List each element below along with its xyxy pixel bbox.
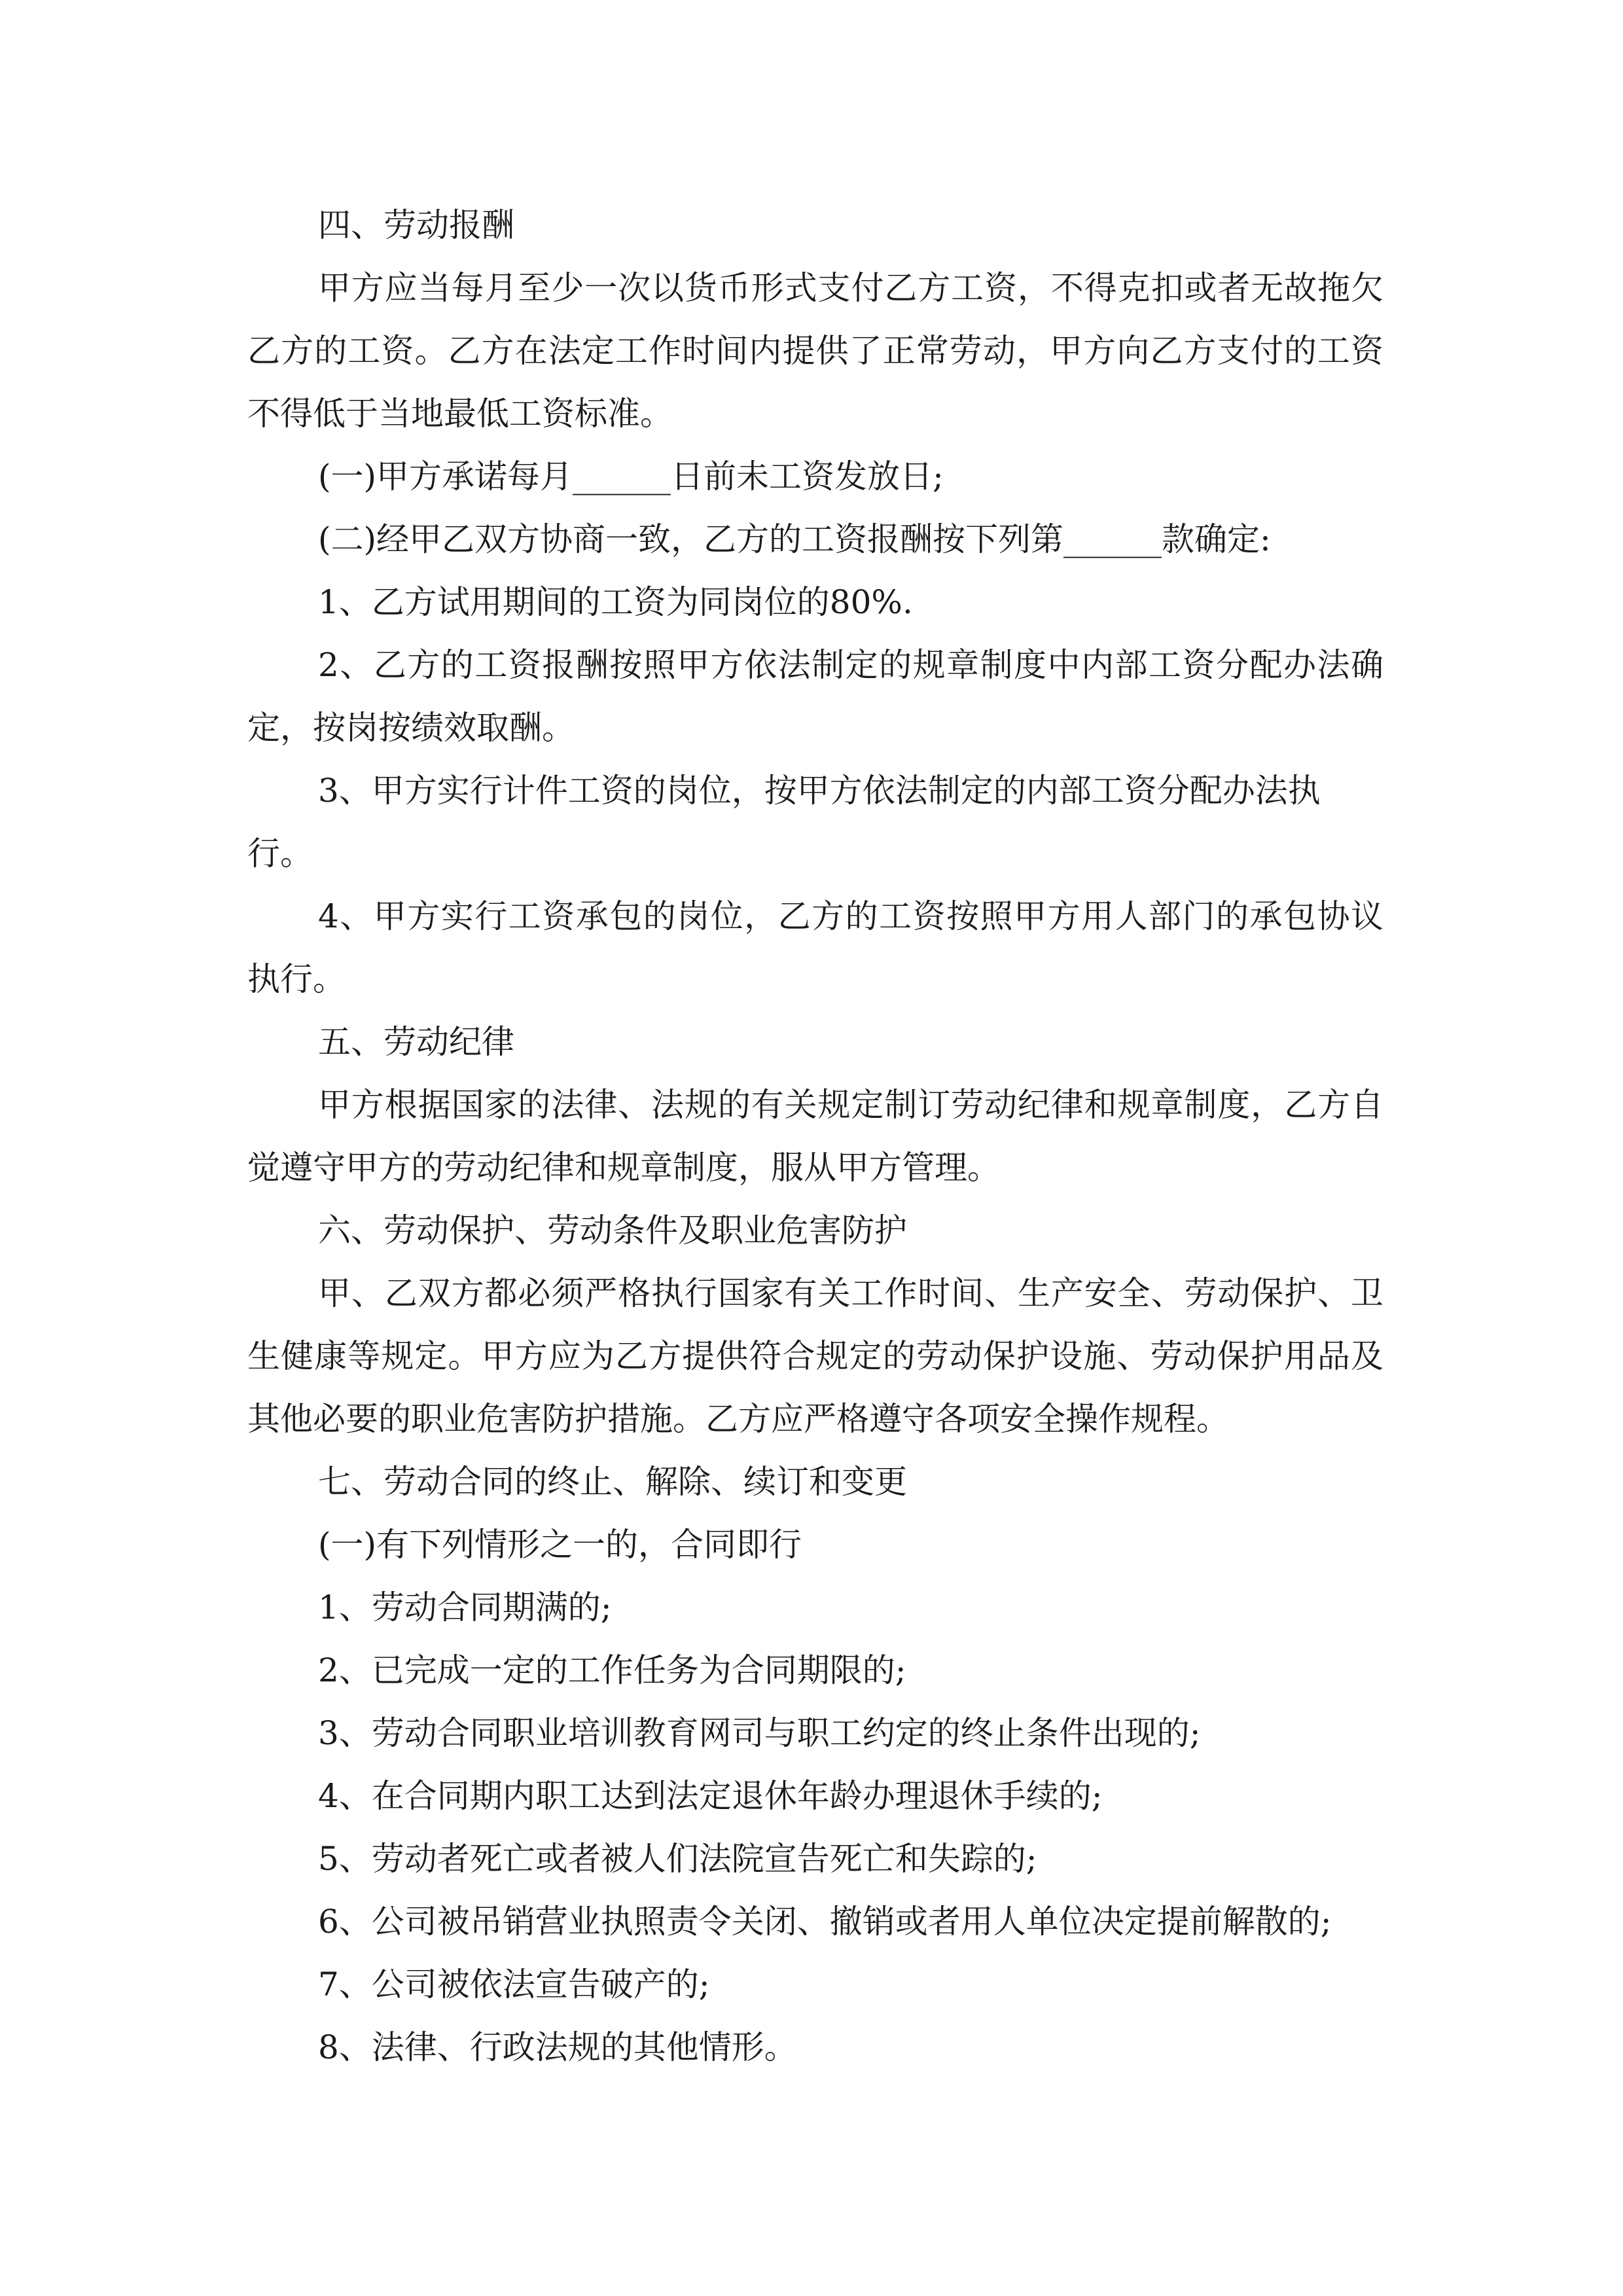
termination-item-5: 5、劳动者死亡或者被人们法院宣告死亡和失踪的; (318, 1840, 1037, 1878)
termination-item-1: 1、劳动合同期满的; (318, 1588, 612, 1626)
section-heading-labor-protection: 六、劳动保护、劳动条件及职业危害防护 (318, 1211, 907, 1249)
list-item-2: 2、乙方的工资报酬按照甲方依法制定的规章制度中内部工资分配办法确定，按岗按绩效取酬。 (247, 646, 1383, 747)
list-item-1: 1、乙方试用期间的工资为同岗位的80%. (318, 583, 913, 621)
clause-termination-conditions: (一)有下列情形之一的，合同即行 (318, 1526, 802, 1564)
paragraph-wage-payment: 甲方应当每月至少一次以货币形式支付乙方工资，不得克扣或者无故拖欠乙方的工资。乙方在法定工作时间内提供了正常劳动，甲方向乙方支付的工资不得低于当地最低工资标准。 (247, 269, 1383, 433)
termination-item-4: 4、在合同期内职工达到法定退休年龄办理退休手续的; (318, 1777, 1103, 1815)
list-item-3: 3、甲方实行计件工资的岗位，按甲方依法制定的内部工资分配办法执行。 (247, 772, 1321, 872)
section-heading-labor-discipline: 五、劳动纪律 (318, 1023, 514, 1061)
termination-item-8: 8、法律、行政法规的其他情形。 (318, 2028, 797, 2066)
paragraph-discipline: 甲方根据国家的法律、法规的有关规定制订劳动纪律和规章制度，乙方自觉遵守甲方的劳动纪律和规章制度，服从甲方管理。 (247, 1086, 1383, 1187)
termination-item-3: 3、劳动合同职业培训教育网司与职工约定的终止条件出现的; (318, 1714, 1201, 1752)
clause-pay-day: (一)甲方承诺每月______日前未工资发放日; (318, 457, 944, 495)
section-heading-labor-remuneration: 四、劳动报酬 (318, 206, 514, 244)
clause-wage-method: (二)经甲乙双方协商一致，乙方的工资报酬按下列第______款确定: (318, 520, 1271, 558)
paragraph-protection: 甲、乙双方都必须严格执行国家有关工作时间、生产安全、劳动保护、卫生健康等规定。甲方应为乙方提供符合规定的劳动保护设施、劳动保护用品及其他必要的职业危害防护措施。乙方应严格遵守各项安全操作规程。 (247, 1274, 1383, 1438)
termination-item-6: 6、公司被吊销营业执照责令关闭、撤销或者用人单位决定提前解散的; (318, 1903, 1332, 1941)
section-heading-contract-termination: 七、劳动合同的终止、解除、续订和变更 (318, 1463, 907, 1501)
termination-item-2: 2、已完成一定的工作任务为合同期限的; (318, 1651, 906, 1689)
termination-item-7: 7、公司被依法宣告破产的; (318, 1965, 710, 2003)
list-item-4: 4、甲方实行工资承包的岗位，乙方的工资按照甲方用人部门的承包协议执行。 (247, 897, 1383, 998)
document-body (247, 194, 1383, 2079)
